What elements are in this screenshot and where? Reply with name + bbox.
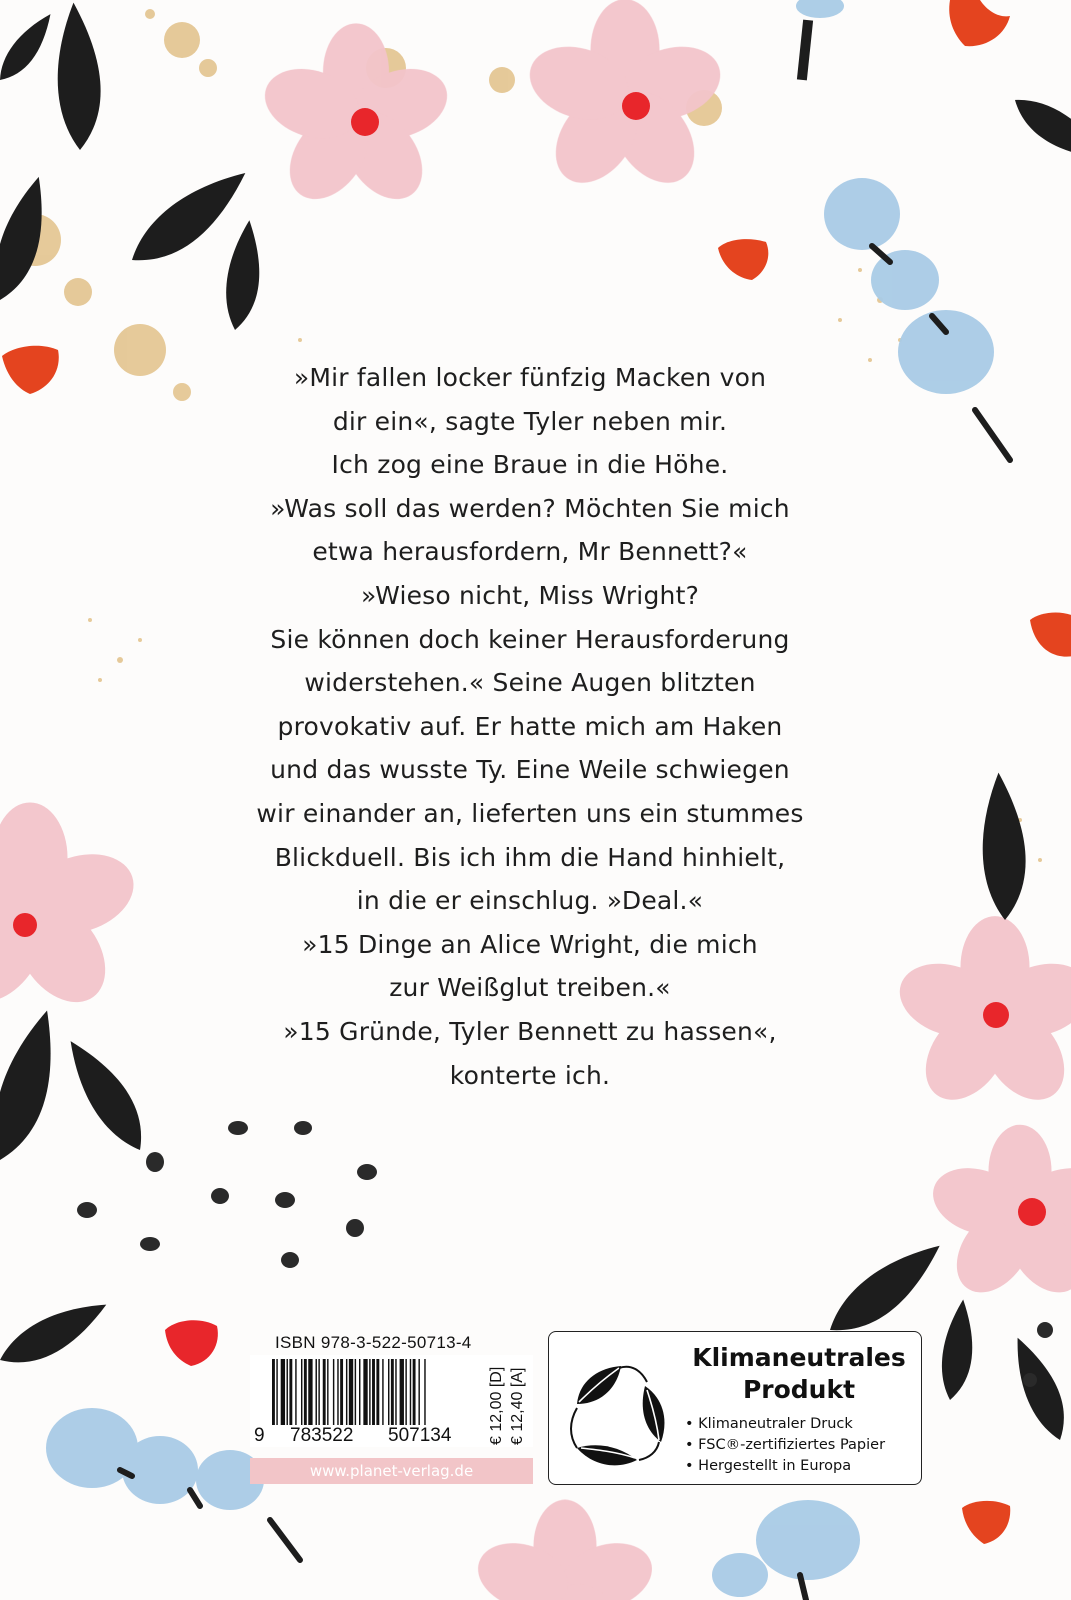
blurb-line: »15 Gründe, Tyler Bennett zu hassen«, xyxy=(283,1016,777,1046)
climate-title-line2: Produkt xyxy=(742,1375,856,1404)
blurb-line: konterte ich. xyxy=(449,1060,611,1090)
price-germany: € 12,00 [D] xyxy=(488,1366,505,1445)
blurb-line: dir ein«, sagte Tyler neben mir. xyxy=(332,406,728,436)
isbn-number: ISBN 978-3-522-50713-4 xyxy=(275,1333,472,1352)
blurb-line: widerstehen.« Seine Augen blitzten xyxy=(304,668,756,698)
barcode-digit-first: 9 xyxy=(254,1425,265,1446)
blurb-line: provokativ auf. Er hatte mich am Haken xyxy=(277,711,783,741)
barcode-digits-right: 507134 xyxy=(388,1425,452,1446)
blurb-line: Ich zog eine Braue in die Höhe. xyxy=(331,450,729,480)
recycle-leaves-icon xyxy=(559,1352,679,1472)
climate-label-title xyxy=(679,1342,919,1406)
blurb-line: »Was soll das werden? Möchten Sie mich xyxy=(270,493,790,523)
climate-neutral-label xyxy=(548,1331,922,1485)
blurb-text xyxy=(200,356,860,1097)
climate-label-list xyxy=(685,1414,885,1477)
blurb-line: und das wusste Ty. Eine Weile schwiegen xyxy=(270,755,790,785)
blurb-line: Blickduell. Bis ich ihm die Hand hinhielt, xyxy=(274,842,786,872)
climate-list-item: • Klimaneutraler Druck xyxy=(685,1414,885,1435)
price-austria: € 12,40 [A] xyxy=(509,1367,526,1445)
climate-title-line1: Klimaneutrales xyxy=(692,1343,906,1372)
blurb-line: Sie können doch keiner Herausforderung xyxy=(270,624,790,654)
blurb-line: »Wieso nicht, Miss Wright? xyxy=(360,580,700,610)
blurb-line: wir einander an, lieferten uns ein stummes xyxy=(256,798,804,828)
blurb-line: in die er einschlug. »Deal.« xyxy=(356,886,704,916)
climate-list-item: • FSC®-zertifiziertes Papier xyxy=(685,1435,885,1456)
blurb-line: zur Weißglut treiben.« xyxy=(389,973,671,1003)
barcode-digits-left: 783522 xyxy=(290,1425,354,1446)
barcode-block xyxy=(250,1333,535,1473)
blurb-line: »15 Dinge an Alice Wright, die mich xyxy=(302,929,758,959)
climate-list-item: • Hergestellt in Europa xyxy=(685,1456,885,1477)
blurb-line: »Mir fallen locker fünfzig Macken von xyxy=(293,363,767,392)
blurb-line: etwa herausfordern, Mr Bennett?« xyxy=(312,537,748,567)
publisher-website[interactable]: www.planet-verlag.de xyxy=(250,1458,533,1484)
